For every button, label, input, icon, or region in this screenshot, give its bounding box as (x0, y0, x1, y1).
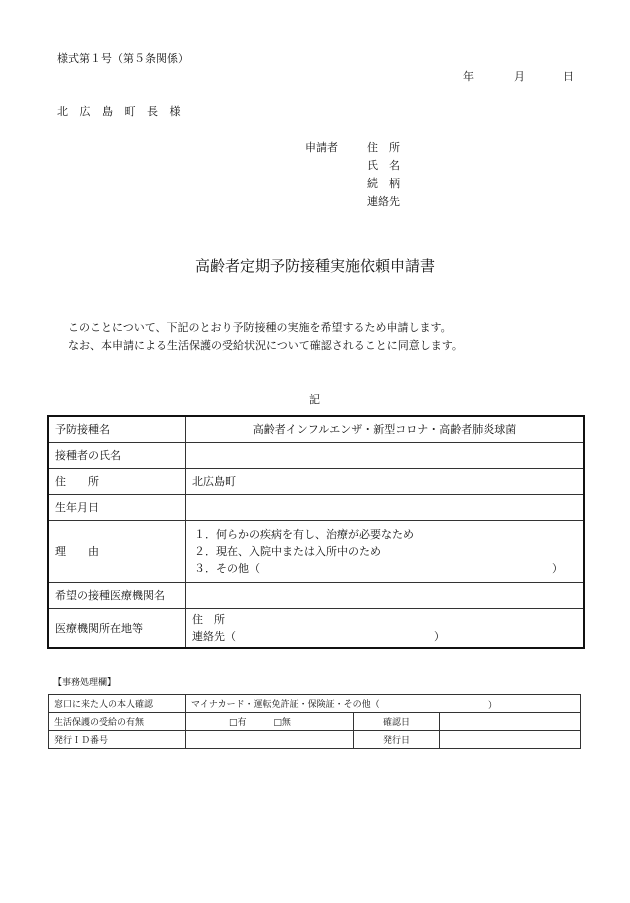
institution-address-label[interactable]: 住 所 (192, 612, 225, 626)
birthdate-field[interactable] (186, 494, 585, 520)
confirm-date-field[interactable] (440, 713, 581, 731)
date-month: 月 (514, 70, 525, 83)
institution-label: 希望の接種医療機関名 (48, 582, 186, 608)
reason-option-1[interactable]: １．何らかの疾病を有し、治療が必要なため (194, 527, 414, 541)
issue-id-field[interactable] (186, 731, 354, 749)
welfare-label: 生活保護の受給の有無 (49, 713, 186, 731)
institution-location-row (48, 608, 584, 648)
id-check-close: ） (488, 701, 498, 711)
issue-id-label: 発行ＩＤ番号 (49, 731, 186, 749)
application-table (47, 415, 585, 649)
form-number: 様式第１号（第５条関係） (57, 52, 189, 65)
document-title: 高齢者定期予防接種実施依頼申請書 (194, 257, 435, 275)
institution-field[interactable] (186, 582, 585, 608)
reason-option-2[interactable]: ２．現在、入院中または入所中のため (194, 544, 381, 558)
reason-option-3-close: ） (552, 561, 563, 575)
vaccine-label: 予防接種名 (48, 416, 186, 442)
reason-row (48, 520, 584, 582)
institution-row (48, 582, 584, 608)
id-check-value: マイナカード・運転免許証・保険証・その他（ (191, 700, 380, 710)
institution-contact-label: 連絡先（ (192, 629, 236, 643)
office-use-table (48, 694, 581, 749)
ki-marker: 記 (309, 393, 320, 406)
reason-option-3-label: ３．その他（ (194, 561, 260, 575)
id-check-options[interactable] (186, 695, 581, 713)
address-label: 住 所 (48, 468, 186, 494)
institution-location-label: 医療機関所在地等 (48, 608, 186, 648)
birthdate-row (48, 494, 584, 520)
reason-label: 理 由 (48, 520, 186, 582)
birthdate-label: 生年月日 (48, 494, 186, 520)
vaccine-row (48, 416, 584, 442)
institution-contact[interactable] (192, 628, 577, 645)
welfare-row (49, 713, 581, 731)
addressee: 北 広 島 町 長 様 (57, 105, 185, 118)
recipient-name-field[interactable] (186, 442, 585, 468)
body-line-1: このことについて、下記のとおり予防接種の実施を希望するため申請します。 (68, 321, 452, 334)
institution-location-fields (186, 608, 585, 648)
reason-option-3[interactable] (192, 560, 577, 577)
body-line-2: なお、本申請による生活保護の受給状況について確認されることに同意します。 (68, 339, 463, 352)
applicant-label: 申請者 (305, 141, 338, 154)
recipient-name-label: 接種者の氏名 (48, 442, 186, 468)
id-check-row (49, 695, 581, 713)
applicant-relation-label: 続 柄 (367, 177, 400, 190)
recipient-name-row (48, 442, 584, 468)
applicant-name-label: 氏 名 (367, 159, 400, 172)
confirm-date-label: 確認日 (354, 713, 440, 731)
id-check-label: 窓口に来た人の本人確認 (49, 695, 186, 713)
institution-contact-close: ） (434, 629, 445, 643)
date-day: 日 (563, 70, 574, 83)
reason-options (186, 520, 585, 582)
office-use-heading: 【事務処理欄】 (53, 678, 117, 688)
address-field[interactable]: 北広島町 (186, 468, 585, 494)
address-row (48, 468, 584, 494)
welfare-no-checkbox[interactable]: □無 (273, 718, 291, 728)
vaccine-value: 高齢者インフルエンザ・新型コロナ・高齢者肺炎球菌 (186, 416, 585, 442)
issue-date-label: 発行日 (354, 731, 440, 749)
date-year: 年 (463, 70, 474, 83)
issue-date-field[interactable] (440, 731, 581, 749)
issue-row (49, 731, 581, 749)
applicant-contact-label: 連絡先 (367, 195, 400, 208)
welfare-options (186, 713, 354, 731)
welfare-yes-checkbox[interactable]: □有 (229, 718, 247, 728)
applicant-address-label: 住 所 (367, 141, 400, 154)
